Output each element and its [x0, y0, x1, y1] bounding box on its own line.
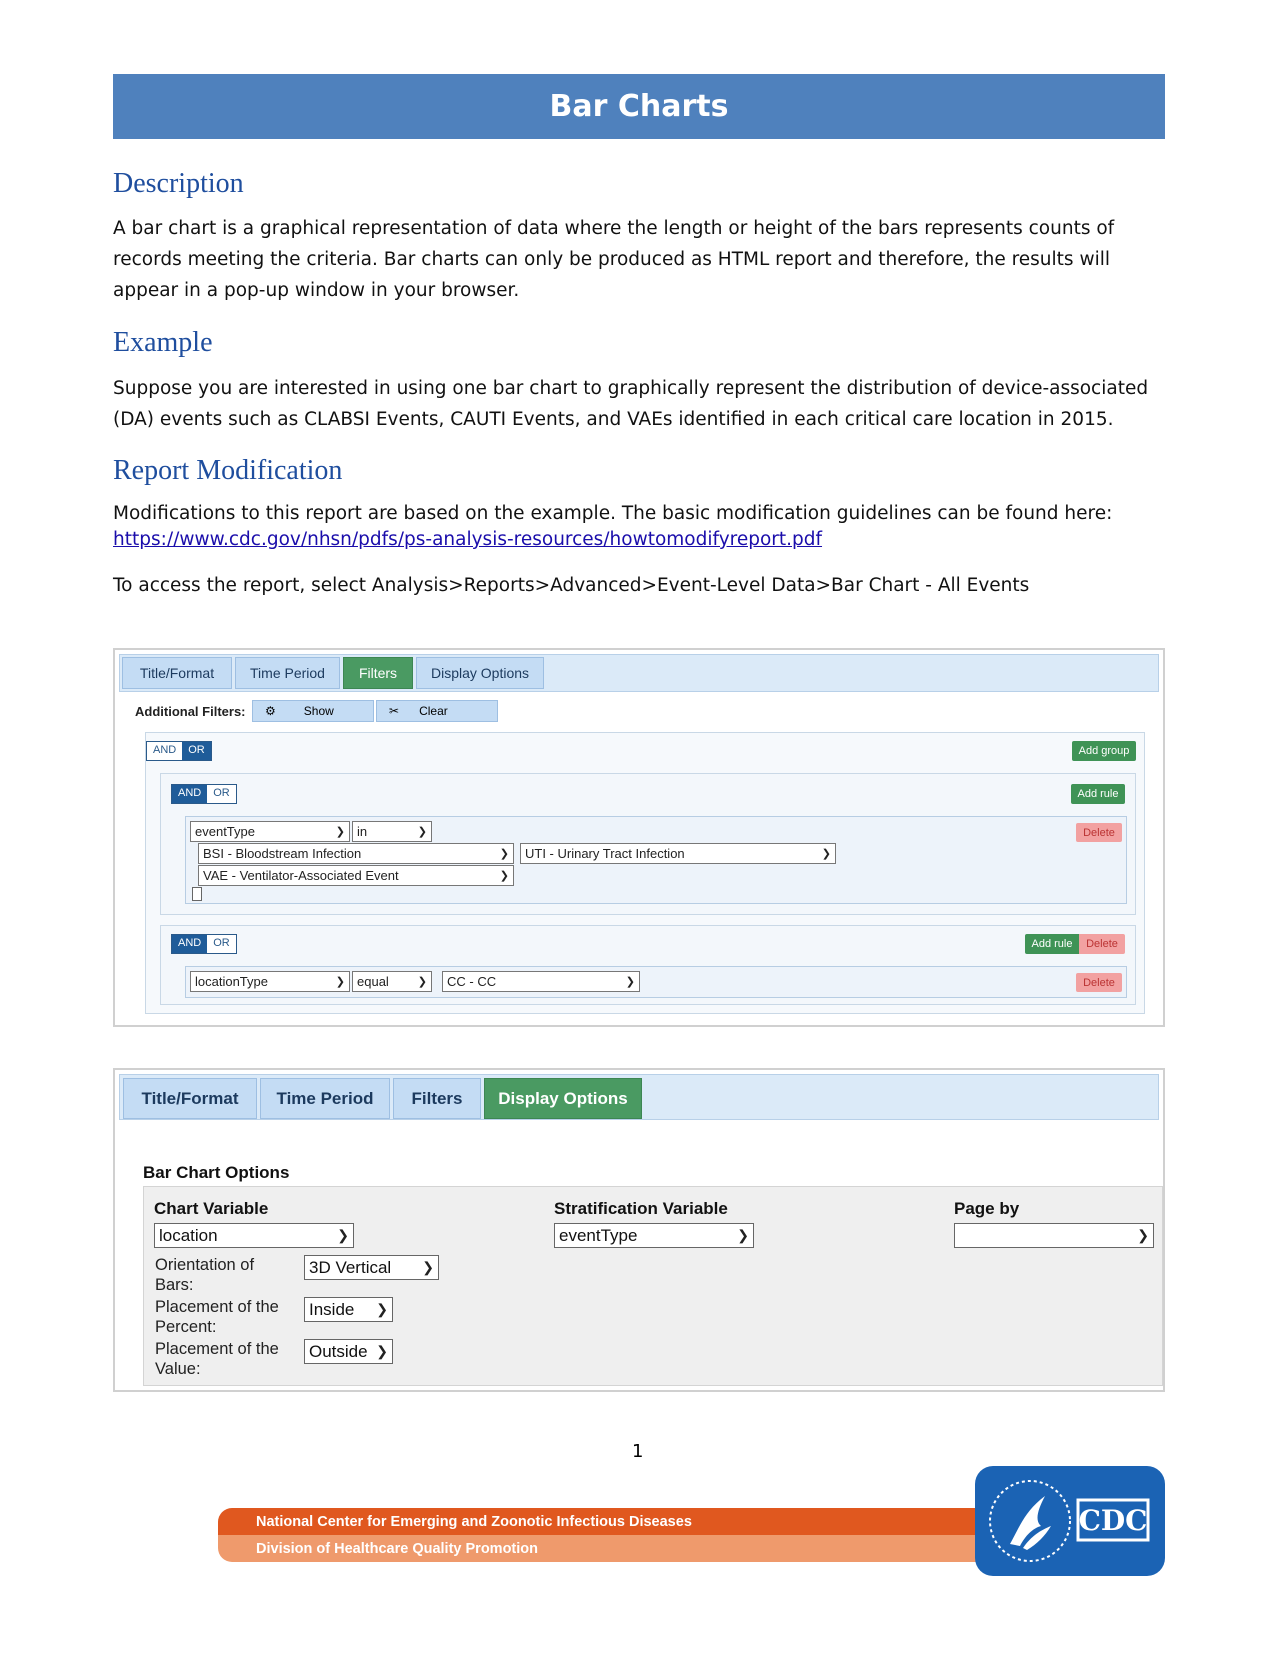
tab-title-format[interactable]: Title/Format: [123, 1078, 257, 1119]
rule1-value-select-3[interactable]: [198, 865, 514, 886]
rule1-delete-button[interactable]: Delete: [1076, 823, 1122, 842]
chevron-down-icon: ❯: [417, 976, 427, 988]
description-text: A bar chart is a graphical representation of data where the length or height of the bars represents counts of records meeting the criteria. Bar charts can only be produced as HTML report and therefore, the results will appear in a pop-up window in your browser.: [113, 218, 1115, 301]
group2-or-option[interactable]: OR: [207, 935, 236, 953]
chevron-down-icon: ❯: [821, 848, 831, 860]
group2-and-or-toggle[interactable]: [171, 934, 237, 954]
chart-variable-label: Chart Variable: [154, 1199, 269, 1218]
chevron-down-icon: ❯: [422, 1259, 434, 1275]
stratification-variable-value: eventType: [559, 1225, 638, 1245]
show-filters-button[interactable]: [252, 700, 374, 722]
rule2-delete-button[interactable]: Delete: [1076, 973, 1122, 992]
scissors-icon: ✂: [389, 704, 400, 718]
filters-tab-bar: [119, 654, 1159, 692]
cdc-logo-text: CDC: [1078, 1503, 1148, 1537]
page-by-label: Page by: [954, 1199, 1020, 1218]
show-icon: ⚙: [265, 704, 276, 718]
footer-division-name: Division of Healthcare Quality Promotion: [218, 1535, 978, 1562]
chevron-down-icon: ❯: [335, 976, 345, 988]
chevron-down-icon: ❯: [737, 1227, 749, 1243]
cdc-logo: [975, 1466, 1165, 1576]
page-number: 1: [632, 1441, 644, 1462]
clear-label: Clear: [419, 704, 448, 718]
rule1-value-3: VAE - Ventilator-Associated Event: [203, 868, 399, 883]
outer-and-or-toggle[interactable]: [146, 741, 212, 761]
rule1-value-select-2[interactable]: [520, 843, 836, 864]
orientation-select[interactable]: [304, 1255, 439, 1280]
add-value-handle[interactable]: [192, 887, 202, 901]
percent-placement-value: Inside: [309, 1299, 355, 1319]
display-tab-bar: [119, 1074, 1159, 1120]
modification-intro: Modifications to this report are based on the example. The basic modification guidelines can be found here:: [113, 503, 1113, 524]
outer-or-option[interactable]: OR: [182, 742, 211, 760]
chevron-down-icon: ❯: [499, 848, 509, 860]
chart-variable-select[interactable]: [154, 1223, 354, 1248]
show-label: Show: [303, 704, 334, 718]
tab-display-options[interactable]: Display Options: [484, 1078, 642, 1119]
access-instructions: To access the report, select Analysis>Reports>Advanced>Event-Level Data>Bar Chart - All Events: [113, 575, 1030, 596]
rule1-value-1: BSI - Bloodstream Infection: [203, 846, 362, 861]
percent-placement-label: Placement of the Percent:: [155, 1298, 279, 1336]
rule1-operator-select[interactable]: [352, 821, 432, 842]
chevron-down-icon: ❯: [625, 976, 635, 988]
add-group-button[interactable]: Add group: [1072, 741, 1136, 761]
tab-title-format[interactable]: Title/Format: [122, 657, 232, 689]
modification-text: [113, 501, 1163, 553]
rule2-value: CC - CC: [447, 974, 497, 989]
rule2-field-select[interactable]: [190, 971, 350, 992]
rule1-value-select-1[interactable]: [198, 843, 514, 864]
additional-filters-label: Additional Filters:: [135, 704, 246, 719]
footer-center-name: National Center for Emerging and Zoonotic Infectious Diseases: [218, 1508, 978, 1535]
example-heading: Example: [113, 327, 213, 358]
chevron-down-icon: ❯: [376, 1301, 388, 1317]
rule2-value-select[interactable]: [442, 971, 640, 992]
modification-guidelines-link[interactable]: https://www.cdc.gov/nhsn/pdfs/ps-analysis-resources/howtomodifyreport.pdf: [113, 529, 823, 550]
percent-placement-select[interactable]: [304, 1297, 393, 1322]
chevron-down-icon: ❯: [337, 1227, 349, 1243]
inner-filter-group-1: [160, 773, 1136, 915]
bar-chart-options-title: Bar Chart Options: [143, 1163, 290, 1182]
rule1-value-2: UTI - Urinary Tract Infection: [525, 846, 685, 861]
display-options-screenshot: [113, 1068, 1165, 1392]
stratification-variable-select[interactable]: [554, 1223, 754, 1248]
outer-and-option[interactable]: AND: [147, 742, 182, 760]
page-by-select[interactable]: [954, 1223, 1154, 1248]
rule2-field-value: locationType: [195, 974, 268, 989]
tab-filters[interactable]: Filters: [393, 1078, 481, 1119]
report-modification-heading: Report Modification: [113, 455, 343, 486]
group1-and-or-toggle[interactable]: [171, 784, 237, 804]
chevron-down-icon: ❯: [1137, 1227, 1149, 1243]
group2-and-option[interactable]: AND: [172, 935, 207, 953]
clear-filters-button[interactable]: [376, 700, 498, 722]
group1-or-option[interactable]: OR: [207, 785, 236, 803]
inner-filter-group-2: [160, 925, 1136, 1005]
rule1-field-value: eventType: [195, 824, 255, 839]
tab-time-period[interactable]: Time Period: [260, 1078, 390, 1119]
rule1-field-select[interactable]: [190, 821, 350, 842]
group1-and-option[interactable]: AND: [172, 785, 207, 803]
tab-time-period[interactable]: Time Period: [235, 657, 340, 689]
example-text: Suppose you are interested in using one bar chart to graphically represent the distribution of device-associated (DA) events such as CLABSI Events, CAUTI Events, and VAEs identified in each critical care location in 2015.: [113, 378, 1149, 430]
event-type-rule: [185, 816, 1127, 904]
group2-add-rule-button[interactable]: Add rule: [1025, 934, 1079, 954]
stratification-variable-label: Stratification Variable: [554, 1199, 728, 1218]
description-heading: Description: [113, 168, 244, 199]
rule1-operator-value: in: [357, 824, 368, 839]
chevron-down-icon: ❯: [335, 826, 345, 838]
orientation-value: 3D Vertical: [309, 1257, 392, 1277]
outer-filter-group: [145, 732, 1145, 1014]
location-type-rule: [185, 966, 1127, 998]
bar-chart-options-panel: [143, 1186, 1163, 1386]
chevron-down-icon: ❯: [417, 826, 427, 838]
page-title: Bar Charts: [549, 89, 729, 124]
value-placement-label: Placement of the Value:: [155, 1340, 279, 1378]
filters-screenshot: [113, 648, 1165, 1027]
value-placement-value: Outside: [309, 1341, 368, 1361]
rule2-operator-select[interactable]: [352, 971, 432, 992]
tab-filters[interactable]: Filters: [343, 657, 413, 689]
rule2-operator-value: equal: [357, 974, 389, 989]
orientation-label: Orientation of Bars:: [155, 1256, 255, 1294]
chevron-down-icon: ❯: [499, 870, 509, 882]
chevron-down-icon: ❯: [376, 1343, 388, 1359]
value-placement-select[interactable]: [304, 1339, 393, 1364]
title-banner: [113, 74, 1165, 139]
group2-delete-button[interactable]: Delete: [1079, 934, 1125, 954]
group1-add-rule-button[interactable]: Add rule: [1071, 784, 1125, 804]
chart-variable-value: location: [159, 1225, 218, 1245]
tab-display-options[interactable]: Display Options: [416, 657, 544, 689]
